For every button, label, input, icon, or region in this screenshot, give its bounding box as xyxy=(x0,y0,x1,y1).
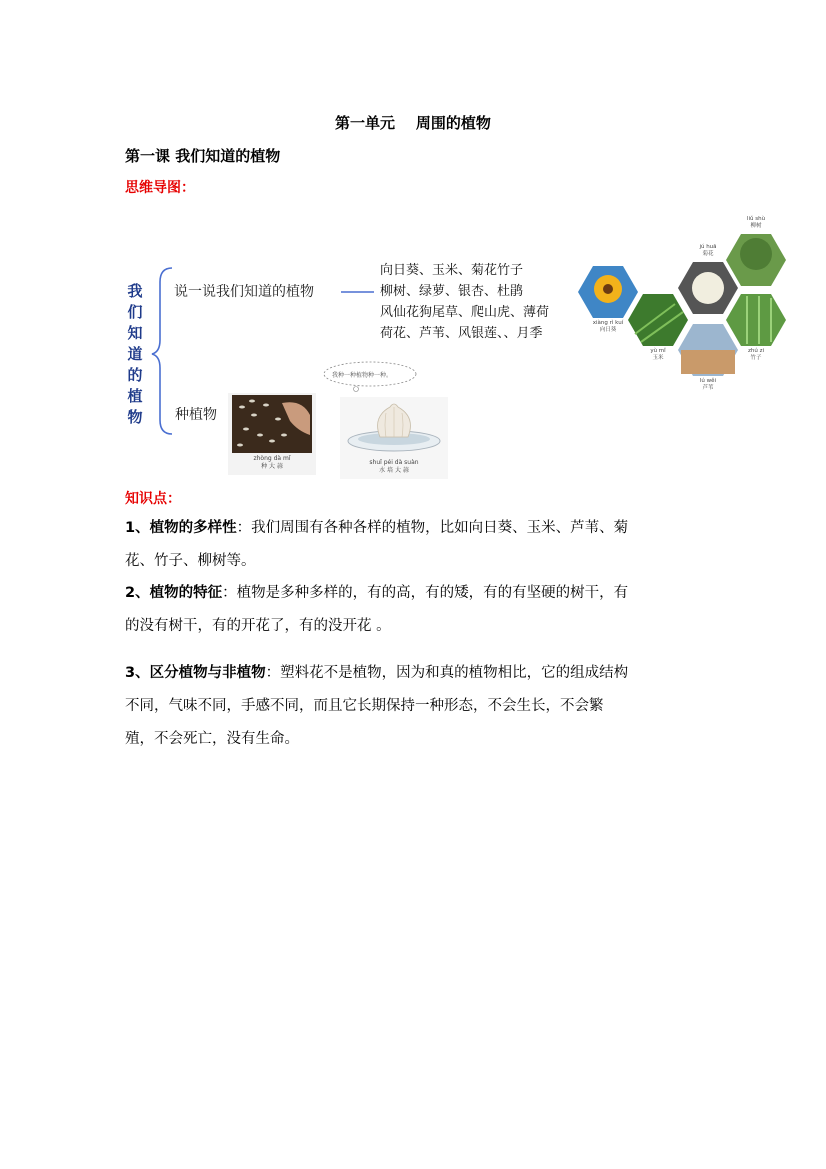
photo-water-garlic xyxy=(340,397,448,479)
branch-grow-plants: 种植物 xyxy=(175,407,217,423)
corn-hex xyxy=(628,294,688,346)
photo2-pinyin: shuǐ péi dà suàn xyxy=(369,459,419,466)
leaf-items xyxy=(380,260,549,344)
point-text: 花、竹子、柳树等。 xyxy=(125,553,256,569)
leaf-line: 向日葵、玉米、菊花竹子 xyxy=(380,263,524,278)
photo1-caption: 种 大 蒜 xyxy=(261,463,283,470)
brace-bracket xyxy=(152,268,172,434)
bamboo-hex xyxy=(726,294,786,346)
root-char: 我 xyxy=(127,282,143,300)
branch-known-plants: 说一说我们知道的植物 xyxy=(174,284,314,300)
hexagon-images xyxy=(575,214,805,404)
root-char: 物 xyxy=(127,408,143,426)
bubble-text: 我种一种植物种一种。 xyxy=(332,372,393,379)
leaf-line: 荷花、芦苇、风银莲、、月季 xyxy=(380,326,543,341)
point-label: 2、植物的特征 xyxy=(125,585,223,601)
unit-title: 第一单元 周围的植物 xyxy=(335,114,491,132)
soil-image xyxy=(232,395,320,455)
point-distinguish xyxy=(125,657,715,756)
hex-label-reed: lú wěi 芦苇 xyxy=(699,378,717,391)
root-char: 们 xyxy=(127,303,143,321)
point-text: 不同，气味不同，手感不同，而且它长期保持一种形态，不会生长，不会繁 xyxy=(125,698,604,714)
root-char: 植 xyxy=(127,387,143,405)
photo2-caption: 水 培 大 蒜 xyxy=(379,467,409,474)
point-text: ：我们周围有各种各样的植物，比如向日葵、玉米、芦苇、菊 xyxy=(236,520,629,536)
point-label: 3、区分植物与非植物 xyxy=(125,665,266,681)
lesson-title: 第一课 我们知道的植物 xyxy=(125,147,281,165)
mindmap-heading: 思维导图： xyxy=(125,180,195,196)
point-text: ：塑料花不是植物，因为和真的植物相比，它的组成结构 xyxy=(265,665,629,681)
hex-label-willow: liǔ shù 柳树 xyxy=(746,216,766,229)
thought-bubble xyxy=(318,360,418,394)
point-text: 的没有树干，有的开花了，有的没开花 。 xyxy=(125,618,391,634)
point-label: 1、植物的多样性 xyxy=(125,520,237,536)
photo1-pinyin: zhòng dà mǐ xyxy=(253,455,291,462)
leaf-line: 风仙花狗尾草、爬山虎、薄荷 xyxy=(380,305,550,320)
point-features xyxy=(125,577,715,643)
point-text: 殖，不会死亡，没有生命。 xyxy=(125,731,299,747)
mindmap-root xyxy=(126,281,144,428)
hex-label-chrysanthemum: jú huā 菊花 xyxy=(699,244,717,257)
point-diversity xyxy=(125,512,715,578)
leaf-line: 柳树、绿萝、银杏、杜鹃 xyxy=(380,284,524,299)
root-char: 知 xyxy=(127,324,143,342)
hex-label-sunflower: xiàng rì kuí 向日葵 xyxy=(592,320,624,333)
plant-hexagon-collage xyxy=(575,214,805,404)
garlic-dish-image xyxy=(340,397,448,457)
root-char: 的 xyxy=(127,366,143,384)
point-text: ：植物是多种多样的，有的高，有的矮，有的有坚硬的树干，有 xyxy=(222,585,629,601)
knowledge-heading: 知识点： xyxy=(125,491,181,507)
hex-label-bamboo: zhú zi 竹子 xyxy=(747,348,765,361)
hex-label-corn: yù mǐ 玉米 xyxy=(650,348,666,361)
photo-planting-garlic xyxy=(228,393,316,475)
root-char: 道 xyxy=(127,345,143,363)
